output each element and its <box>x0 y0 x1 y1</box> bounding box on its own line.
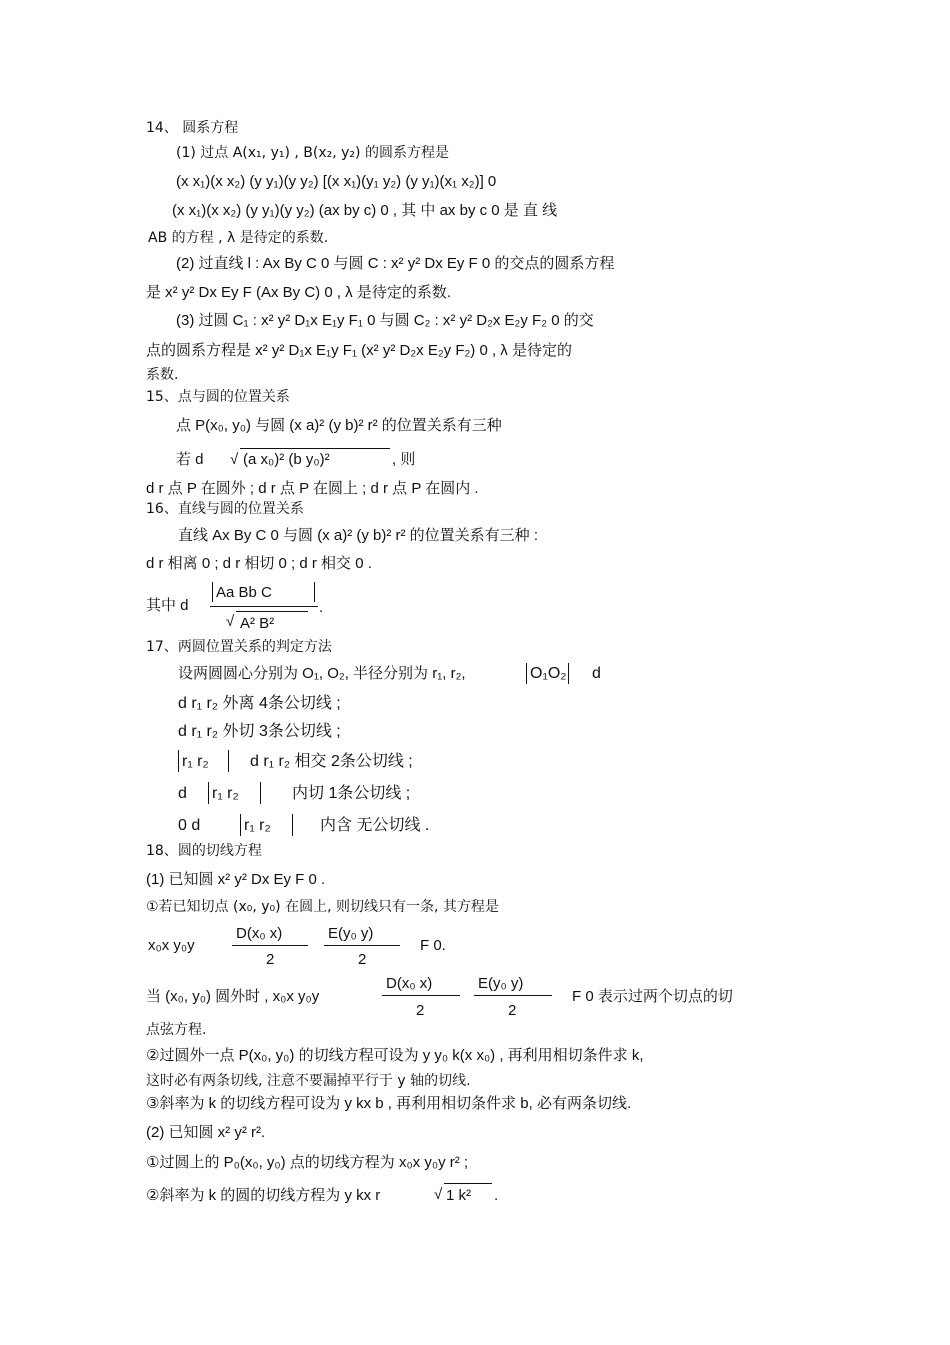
s18-p1-c: ③斜率为 k 的切线方程可设为 y kx b , 再利用相切条件求 b, 必有两条切线. <box>146 1095 632 1112</box>
s18-p1-when-tail: F 0 表示过两个切点的切 <box>572 988 733 1005</box>
s17-case5-abs-left <box>240 814 241 836</box>
s18-p1-frac2-num: E(y₀ y) <box>328 925 374 942</box>
s18-p1-frac1-num: D(x₀ x) <box>236 925 283 942</box>
s18-p1-when-frac1-num: D(x₀ x) <box>386 975 433 992</box>
s17-case5-pre: 0 d <box>178 817 201 834</box>
heading-15: 15、点与圆的位置关系 <box>146 389 290 405</box>
s16-abs-right <box>314 582 315 602</box>
s14-p3-line2: 点的圆系方程是 x² y² D₁x E₁y F₁ (x² y² D₂x E₂y F₂) 0 , λ 是待定的 <box>146 342 572 359</box>
s15-line2-radicand: (a x₀)² (b y₀)² <box>243 451 330 468</box>
s17-case3-abs-right <box>228 750 229 772</box>
s18-radical-bar <box>444 1183 492 1184</box>
s18-p1-when-cont: 点弦方程. <box>146 1022 207 1038</box>
s17-case4: 内切 1条公切线 ; <box>292 785 411 802</box>
s18-p1-when-frac1-bar <box>382 995 460 996</box>
s18-p1-when-frac2-num: E(y₀ y) <box>478 975 524 992</box>
s16-radical: √ <box>226 613 235 630</box>
s15-radical: √ <box>230 451 239 468</box>
s14-p1-tail: AB 的方程 , λ 是待定的系数. <box>148 230 329 246</box>
s16-abs-left <box>212 582 213 602</box>
s15-line2-suffix: , 则 <box>392 451 416 468</box>
heading-17: 17、两圆位置关系的判定方法 <box>146 639 332 655</box>
s17-case2: d r₁ r₂ 外切 3条公切线 ; <box>178 723 341 740</box>
s17-case3-abs: r₁ r₂ <box>182 753 209 770</box>
s17-case3-abs-left <box>178 750 179 772</box>
s17-case3: d r₁ r₂ 相交 2条公切线 ; <box>250 753 413 770</box>
s18-radical: √ <box>434 1186 443 1203</box>
s17-case5-abs: r₁ r₂ <box>244 817 271 834</box>
s18-p1-eq-tail: F 0. <box>420 937 446 954</box>
s17-case4-pre: d <box>178 785 187 802</box>
s18-p1-when-frac2-bar <box>474 995 552 996</box>
s14-p1-intro: (1) 过点 A(x₁, y₁) , B(x₂, y₂) 的圆系方程是 <box>176 145 449 161</box>
s18-p1-frac2-den: 2 <box>358 951 367 968</box>
s18-p1-intro: (1) 已知圆 x² y² Dx Ey F 0 . <box>146 871 326 888</box>
s17-abs-right <box>568 663 569 684</box>
s15-radical-bar <box>240 448 390 449</box>
s17-case5: 内含 无公切线 . <box>320 817 430 834</box>
s16-line2: d r 相离 0 ; d r 相切 0 ; d r 相交 0 . <box>146 555 372 572</box>
s14-p3-line1: (3) 过圆 C₁ : x² y² D₁x E₁y F₁ 0 与圆 C₂ : x² y² D₂x E₂y F₂ 0 的交 <box>176 312 594 329</box>
s14-p2-line2: 是 x² y² Dx Ey F (Ax By C) 0 , λ 是待定的系数. <box>146 284 452 301</box>
s18-p1-eq-lead: x₀x y₀y <box>148 937 195 954</box>
s14-p1-eq2: (x x₁)(x x₂) (y y₁)(y y₂) (ax by c) 0 , 其 中 ax by c 0 是 直 线 <box>172 202 558 219</box>
s17-case4-abs-left <box>208 782 209 804</box>
s17-case5-abs-right <box>292 814 293 836</box>
heading-18: 18、圆的切线方程 <box>146 843 262 859</box>
s18-p2-intro: (2) 已知圆 x² y² r². <box>146 1124 266 1141</box>
s17-line1: 设两圆圆心分别为 O₁, O₂, 半径分别为 r₁, r₂, <box>178 665 466 682</box>
s16-line3-num: Aa Bb C <box>216 584 272 601</box>
s18-p2-b-prefix: ②斜率为 k 的圆的切线方程为 y kx r <box>146 1187 381 1204</box>
s17-case4-abs-right <box>260 782 261 804</box>
s18-p2-b-radicand: 1 k² <box>446 1187 472 1204</box>
s18-p1-frac1-den: 2 <box>266 951 275 968</box>
s16-radical-bar <box>236 611 308 612</box>
s14-p3-line3: 系数. <box>146 367 179 383</box>
s18-p1-when-frac1-den: 2 <box>416 1002 425 1019</box>
s17-line1-end: d <box>592 665 601 682</box>
s16-frac-bar <box>210 606 318 607</box>
s18-p2-b-suffix: . <box>494 1187 499 1204</box>
s14-p1-eq1: (x x₁)(x x₂) (y y₁)(y y₂) [(x x₁)(y₁ y₂) (y y₁)(x₁ x₂)] 0 <box>176 173 497 190</box>
s17-case1: d r₁ r₂ 外离 4条公切线 ; <box>178 695 341 712</box>
s16-line3-den: A² B² <box>240 615 275 632</box>
s14-p2-line1: (2) 过直线 l : Ax By C 0 与圆 C : x² y² Dx Ey F 0 的交点的圆系方程 <box>176 255 615 272</box>
s18-p1-a: ①若已知切点 (x₀, y₀) 在圆上, 则切线只有一条, 其方程是 <box>146 899 499 915</box>
s18-p2-a: ①过圆上的 P₀(x₀, y₀) 点的切线方程为 x₀x y₀y r² ; <box>146 1154 469 1171</box>
s18-p1-when-prefix: 当 (x₀, y₀) 圆外时 , x₀x y₀y <box>146 988 320 1005</box>
s15-line2-prefix: 若 d <box>176 451 204 468</box>
s16-line3-prefix: 其中 d <box>146 597 189 614</box>
heading-14: 14、 圆系方程 <box>146 120 239 136</box>
s18-p1-frac1-bar <box>232 945 308 946</box>
s16-line1: 直线 Ax By C 0 与圆 (x a)² (y b)² r² 的位置关系有三种 : <box>178 527 539 544</box>
s18-p1-frac2-bar <box>324 945 400 946</box>
s18-p1-b: ②过圆外一点 P(x₀, y₀) 的切线方程可设为 y y₀ k(x x₀) , 再利用相切条件求 k, <box>146 1047 644 1064</box>
s17-abs-left <box>526 663 527 684</box>
s17-line1-abs: O₁O₂ <box>530 665 567 682</box>
s16-line3-suffix: . <box>319 599 324 616</box>
s15-line1: 点 P(x₀, y₀) 与圆 (x a)² (y b)² r² 的位置关系有三种 <box>176 417 502 434</box>
s15-line3: d r 点 P 在圆外 ; d r 点 P 在圆上 ; d r 点 P 在圆内 . <box>146 480 479 497</box>
s18-p1-when-frac2-den: 2 <box>508 1002 517 1019</box>
heading-16: 16、直线与圆的位置关系 <box>146 501 304 517</box>
s17-case4-abs: r₁ r₂ <box>212 785 239 802</box>
s18-p1-b-cont: 这时必有两条切线, 注意不要漏掉平行于 y 轴的切线. <box>146 1073 471 1089</box>
